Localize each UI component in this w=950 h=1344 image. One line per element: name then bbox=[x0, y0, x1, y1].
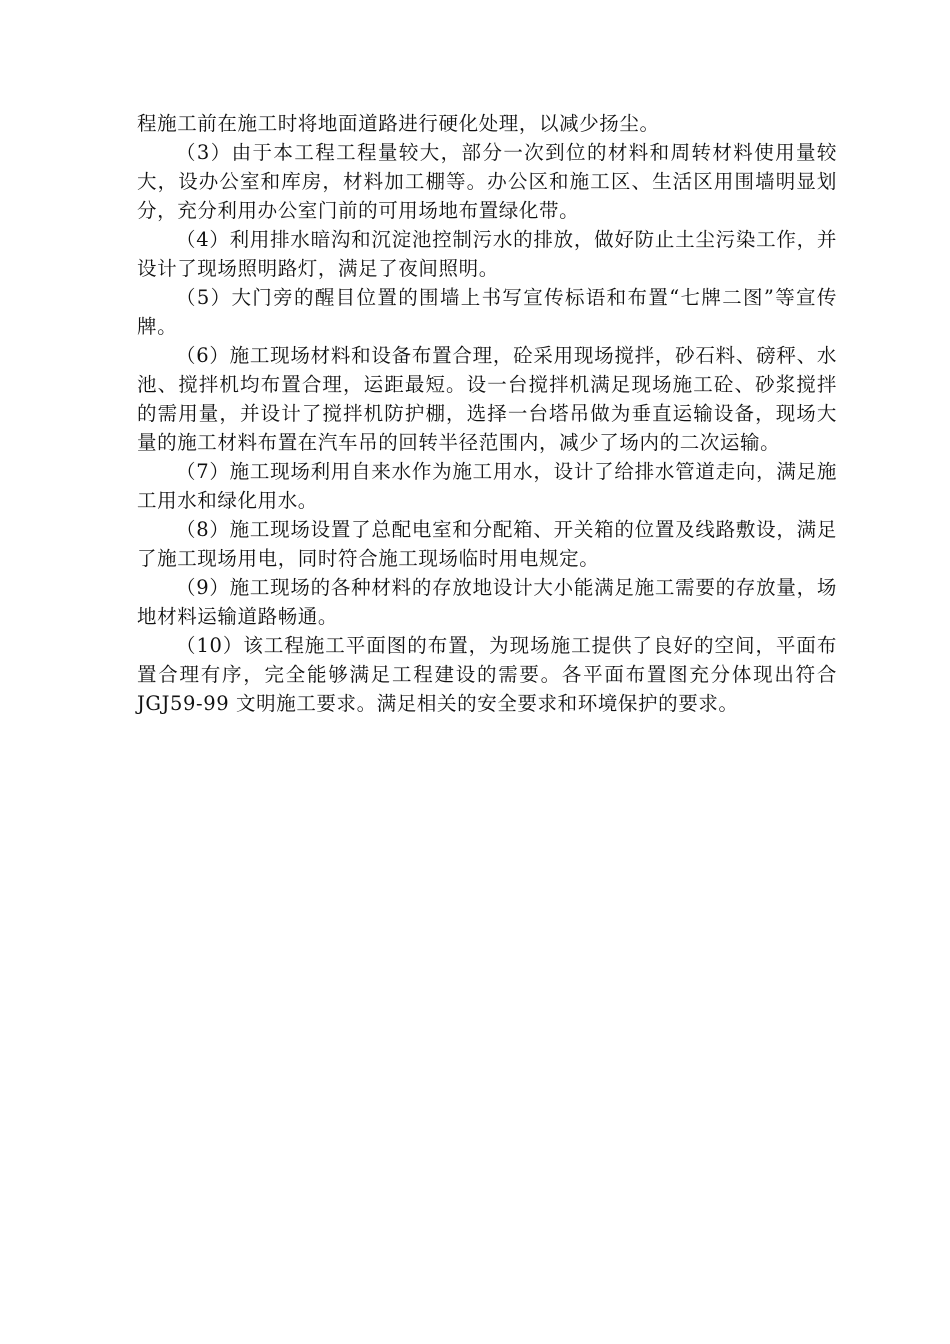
paragraph-item-6: （6）施工现场材料和设备布置合理，砼采用现场搅拌，砂石料、磅秤、水池、搅拌机均布置合理，运距最短。设一台搅拌机满足现场施工砼、砂浆搅拌的需用量，并设计了搅拌机防护棚，选择一台塔吊做为垂直运输设备，现场大量的施工材料布置在汽车吊的回转半径范围内，减少了场内的二次运输。 bbox=[137, 344, 837, 454]
paragraph-item-9: （9）施工现场的各种材料的存放地设计大小能满足施工需要的存放量，场地材料运输道路畅通。 bbox=[137, 576, 837, 628]
paragraph-item-8: （8）施工现场设置了总配电室和分配箱、开关箱的位置及线路敷设，满足了施工现场用电，同时符合施工现场临时用电规定。 bbox=[137, 518, 837, 570]
paragraph-item-10: （10）该工程施工平面图的布置，为现场施工提供了良好的空间，平面布置合理有序，完全能够满足工程建设的需要。各平面布置图充分体现出符合 JGJ59-99 文明施工要求。满足相关的安全要求和环境保护的要求。 bbox=[137, 634, 837, 715]
paragraph-item-3: （3）由于本工程工程量较大，部分一次到位的材料和周转材料使用量较大，设办公室和库房，材料加工棚等。办公区和施工区、生活区用围墙明显划分，充分利用办公室门前的可用场地布置绿化带。 bbox=[137, 141, 837, 222]
paragraph-item-5: （5）大门旁的醒目位置的围墙上书写宣传标语和布置“七牌二图”等宣传牌。 bbox=[137, 286, 837, 338]
document-body bbox=[137, 109, 837, 718]
paragraph-item-4: （4）利用排水暗沟和沉淀池控制污水的排放，做好防止土尘污染工作，并设计了现场照明路灯，满足了夜间照明。 bbox=[137, 228, 837, 280]
paragraph-item-7: （7）施工现场利用自来水作为施工用水，设计了给排水管道走向，满足施工用水和绿化用水。 bbox=[137, 460, 837, 512]
paragraph-continuation: 程施工前在施工时将地面道路进行硬化处理，以减少扬尘。 bbox=[137, 112, 660, 135]
